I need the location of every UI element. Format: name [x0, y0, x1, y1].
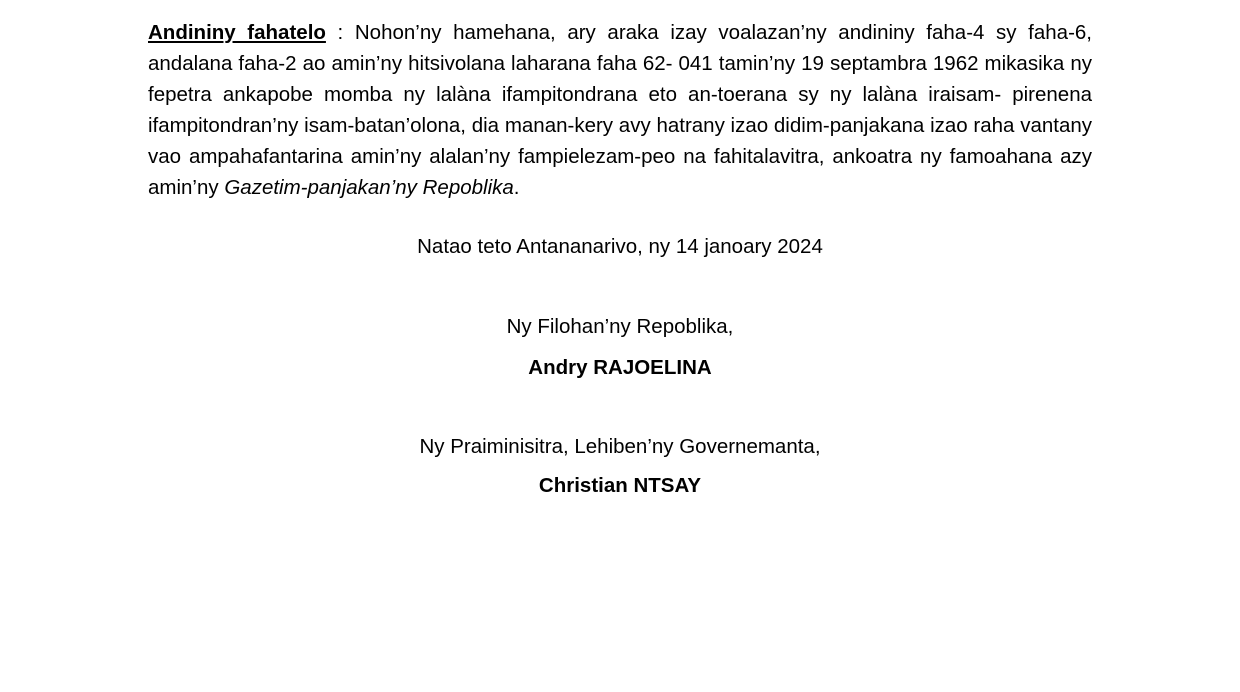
president-name: Andry RAJOELINA [528, 356, 712, 379]
article-paragraph [148, 17, 1092, 203]
president-title: Ny Filohan’ny Repoblika, [506, 315, 734, 338]
article-body: Nohon’ny hamehana, ary araka izay voalazan’ny andininy faha-4 sy faha-6, andalana faha-2 ao amin’ny hitsivolana laharana faha 62- 041 tamin’ny 19 septambra 1962 mikasika ny fepetra ankapobe momba ny lalàna ifampitondrana eto an-toerana sy ny lalàna iraisam- pirenena ifampitondran’ny isam-batan’olona, dia manan-kery avy hatrany izao didim-panjakana izao raha vantany vao ampahafantarina amin’ny alalan’ny fampielezam-peo na fahitalavitra, ankoatra ny famoahana azy amin’ny [148, 21, 1093, 199]
article-gazette-reference: Gazetim-panjakan’ny Repoblika [224, 176, 514, 199]
place-date: Natao teto Antananarivo, ny 14 janoary 2024 [417, 235, 823, 258]
article-separator: : [325, 21, 355, 44]
article-heading: Andininy fahatelo [148, 21, 326, 44]
prime-minister-title: Ny Praiminisitra, Lehiben’ny Governemanta, [419, 435, 821, 458]
prime-minister-name: Christian NTSAY [538, 474, 702, 497]
article-end: . [513, 176, 520, 199]
